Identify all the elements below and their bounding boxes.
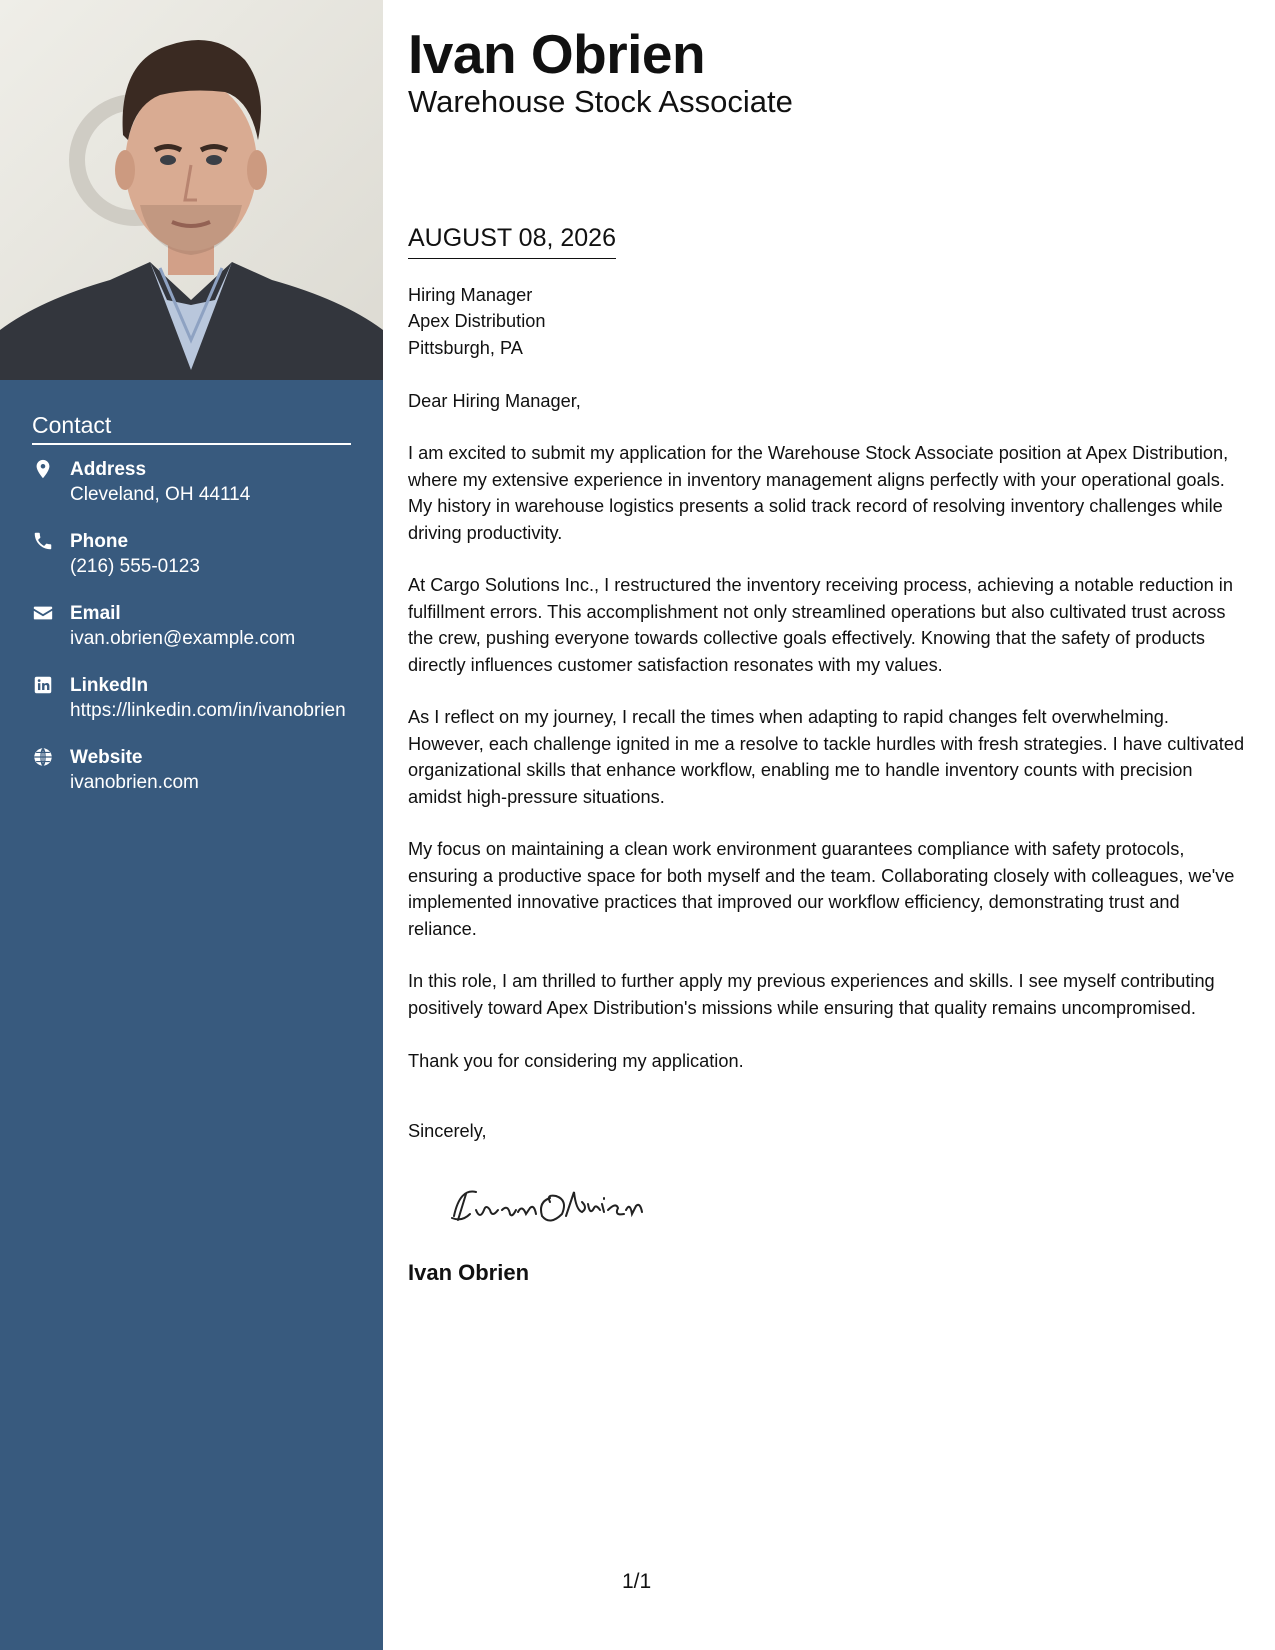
contact-linkedin	[32, 673, 351, 723]
recipient-line: Pittsburgh, PA	[408, 337, 523, 358]
letter-paragraph: In this role, I am thrilled to further apply my previous experiences and skills. I see myself contributing positively toward Apex Distribution's missions while ensuring that quality remains uncompromised.	[408, 971, 1215, 1018]
linkedin-icon	[32, 674, 54, 696]
contact-label-linkedin: LinkedIn	[70, 675, 149, 696]
contact-section	[32, 412, 351, 817]
contact-value-phone[interactable]: (216) 555-0123	[70, 556, 200, 577]
contact-value-linkedin[interactable]: https://linkedin.com/in/ivanobrien	[70, 700, 346, 721]
letter-date: AUGUST 08, 2026	[408, 222, 616, 259]
salutation: Dear Hiring Manager,	[408, 390, 581, 411]
contact-website	[32, 745, 351, 795]
contact-email	[32, 601, 351, 651]
recipient-block	[408, 282, 1248, 361]
contact-phone	[32, 529, 351, 579]
page-number: 1/1	[622, 1570, 652, 1593]
recipient-line: Hiring Manager	[408, 285, 533, 305]
map-marker-icon	[32, 458, 54, 480]
contact-value-email[interactable]: ivan.obrien@example.com	[70, 628, 296, 649]
closing: Sincerely,	[408, 1121, 487, 1142]
letter-paragraph: At Cargo Solutions Inc., I restructured the inventory receiving process, achieving a notable reduction in fulfillment errors. This accomplishment not only streamlined operations but also cultivated trust across the crew, pushing everyone towards collective goals effectively. Knowing that the safety of products directly influences customer satisfaction resonates with my values.	[408, 575, 1233, 675]
contact-label-address: Address	[70, 459, 147, 480]
phone-icon	[32, 530, 54, 552]
contact-address	[32, 457, 351, 507]
profile-photo	[0, 0, 383, 380]
globe-icon	[32, 746, 54, 768]
contact-label-website: Website	[70, 747, 143, 768]
envelope-icon	[32, 602, 54, 624]
signature	[446, 1180, 646, 1230]
contact-value-address: Cleveland, OH 44114	[70, 484, 251, 505]
signed-name: Ivan Obrien	[408, 1259, 530, 1285]
recipient-line: Apex Distribution	[408, 311, 546, 332]
job-title: Warehouse Stock Associate	[408, 84, 793, 119]
letter-paragraph: I am excited to submit my application for the Warehouse Stock Associate position at Apex Distribution, where my extensive experience in inventory management aligns perfectly with your operational goals. My history in warehouse logistics presents a solid track record of resolving inventory challenges while driving productivity.	[408, 443, 1229, 543]
contact-label-phone: Phone	[70, 531, 129, 552]
applicant-name: Ivan Obrien	[408, 23, 706, 85]
letter-paragraph: As I reflect on my journey, I recall the times when adapting to rapid changes felt overwhelming. However, each challenge ignited in me a resolve to tackle hurdles with fresh strategies. I have cultivated organizational skills that enhance workflow, enabling me to handle inventory counts with precision amidst high-pressure situations.	[408, 707, 1245, 807]
letter-body	[408, 282, 1248, 1286]
contact-value-website[interactable]: ivanobrien.com	[70, 772, 199, 793]
sidebar	[0, 0, 383, 1650]
letter-paragraph: Thank you for considering my application.	[408, 1050, 744, 1071]
letter-paragraph: My focus on maintaining a clean work environment guarantees compliance with safety protocols, ensuring a productive space for both myself and the team. Collaborating closely with colleagues, we've implemented innovative practices that improved our workflow efficiency, demonstrating trust and reliance.	[408, 839, 1235, 939]
contact-label-email: Email	[70, 603, 121, 624]
contact-heading: Contact	[32, 412, 351, 445]
